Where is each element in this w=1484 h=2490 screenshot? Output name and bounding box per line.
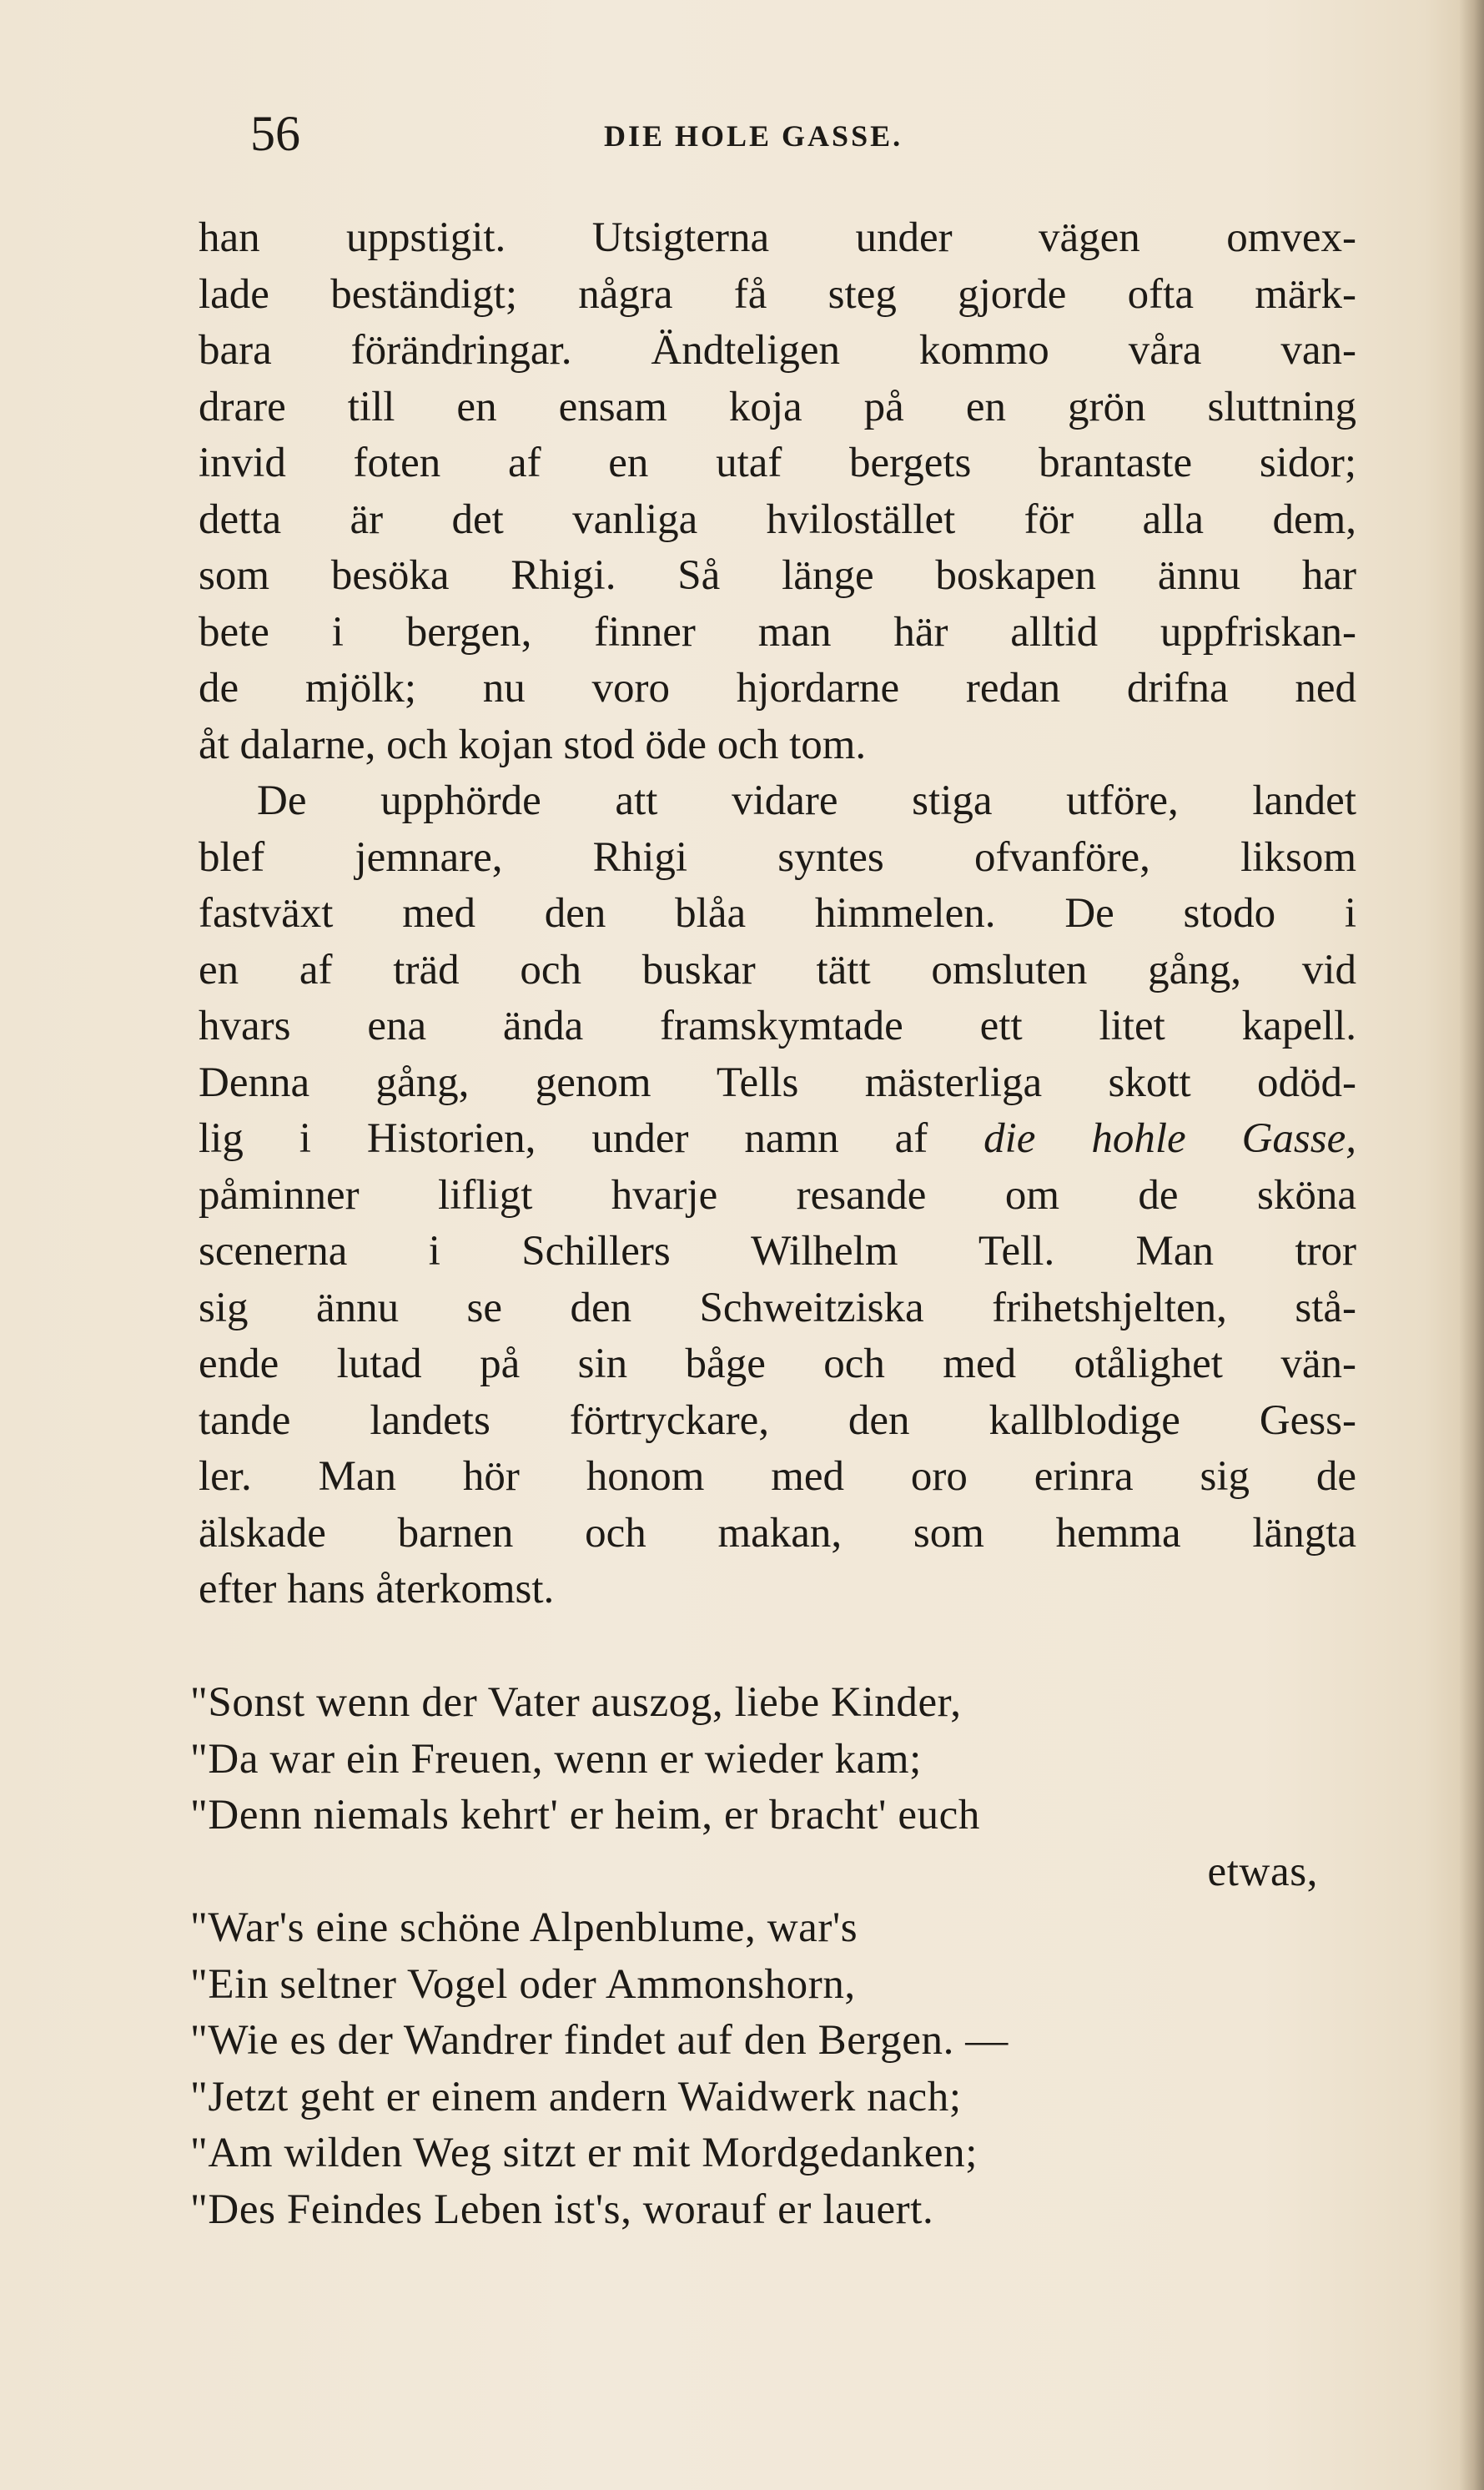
page-number: 56: [250, 106, 300, 161]
text-line: Denna gång, genom Tells mästerliga skott odöd-: [199, 1059, 1356, 1106]
page-edge-shadow: [1459, 0, 1484, 2490]
text-line: De upphörde att vidare stiga utföre, landet: [257, 777, 1356, 824]
text-line: lade beständigt; några få steg gjorde ofta märk-: [199, 270, 1356, 318]
verse-line: "Ein seltner Vogel oder Ammonshorn,: [190, 1960, 856, 2008]
text-line: efter hans återkomst.: [199, 1566, 555, 1612]
text-line: blef jemnare, Rhigi syntes ofvanföre, liksom: [199, 833, 1356, 881]
text-line: hvars ena ända framskymtade ett litet kapell.: [199, 1003, 1356, 1049]
verse-line: "Am wilden Weg sitzt er mit Mordgedanken;: [190, 2130, 978, 2176]
verse-line: "Sonst wenn der Vater auszog, liebe Kinder,: [190, 1679, 962, 1726]
text-line-with-italic: [199, 1111, 1356, 1168]
verse-quotation: [190, 1675, 1358, 2238]
text-line: han uppstigit. Utsigterna under vägen omvex-: [199, 214, 1356, 261]
text-line: älskade barnen och makan, som hemma längta: [199, 1509, 1356, 1557]
body-text: [199, 210, 1356, 1618]
line-text: lig i Historien, under namn af: [199, 1115, 984, 1162]
verse-line: "Denn niemals kehrt' er heim, er bracht' euch: [190, 1792, 980, 1839]
text-line: bete i bergen, finner man här alltid uppfriskan-: [199, 608, 1356, 656]
verse-line: "Da war ein Freuen, wenn er wieder kam;: [190, 1735, 922, 1783]
text-line: påminner lifligt hvarje resande om de sköna: [199, 1171, 1356, 1219]
text-line: bara förändringar. Ändteligen kommo våra van-: [199, 327, 1356, 374]
text-line: tande landets förtryckare, den kallblodige Gess-: [199, 1396, 1356, 1444]
text-line: invid foten af en utaf bergets brantaste sidor;: [199, 440, 1356, 486]
text-line: ende lutad på sin båge och med otålighet vän-: [199, 1341, 1356, 1387]
text-line: scenerna i Schillers Wilhelm Tell. Man tror: [199, 1228, 1356, 1275]
running-head: DIE HOLE GASSE.: [604, 119, 903, 153]
verse-line: "Jetzt geht er einem andern Waidwerk nach;: [190, 2073, 962, 2120]
text-line: åt dalarne, och kojan stod öde och tom.: [199, 721, 867, 768]
text-line: de mjölk; nu voro hjordarne redan drifna ned: [199, 665, 1356, 712]
text-line: en af träd och buskar tätt omsluten gång, vid: [199, 946, 1356, 993]
verse-line: "War's eine schöne Alpenblume, war's: [190, 1904, 858, 1951]
italic-place-name: die hohle Gasse,: [983, 1115, 1357, 1162]
page-header: [0, 100, 1484, 167]
text-line: ler. Man hör honom med oro erinra sig de: [199, 1453, 1356, 1500]
text-line: fastväxt med den blåa himmelen. De stodo i: [199, 890, 1356, 937]
text-line: sig ännu se den Schweitziska frihetshjelten, stå-: [199, 1284, 1356, 1331]
verse-line: "Des Feindes Leben ist's, worauf er lauert.: [190, 2186, 934, 2233]
text-line: som besöka Rhigi. Så länge boskapen ännu har: [199, 552, 1356, 599]
text-line: detta är det vanliga hvilostället för alla dem,: [199, 495, 1356, 543]
verse-line: "Wie es der Wandrer findet auf den Bergen. —: [190, 2017, 1009, 2064]
verse-line-continuation: etwas,: [1207, 1848, 1318, 1895]
text-line: drare till en ensam koja på en grön sluttning: [199, 383, 1356, 430]
